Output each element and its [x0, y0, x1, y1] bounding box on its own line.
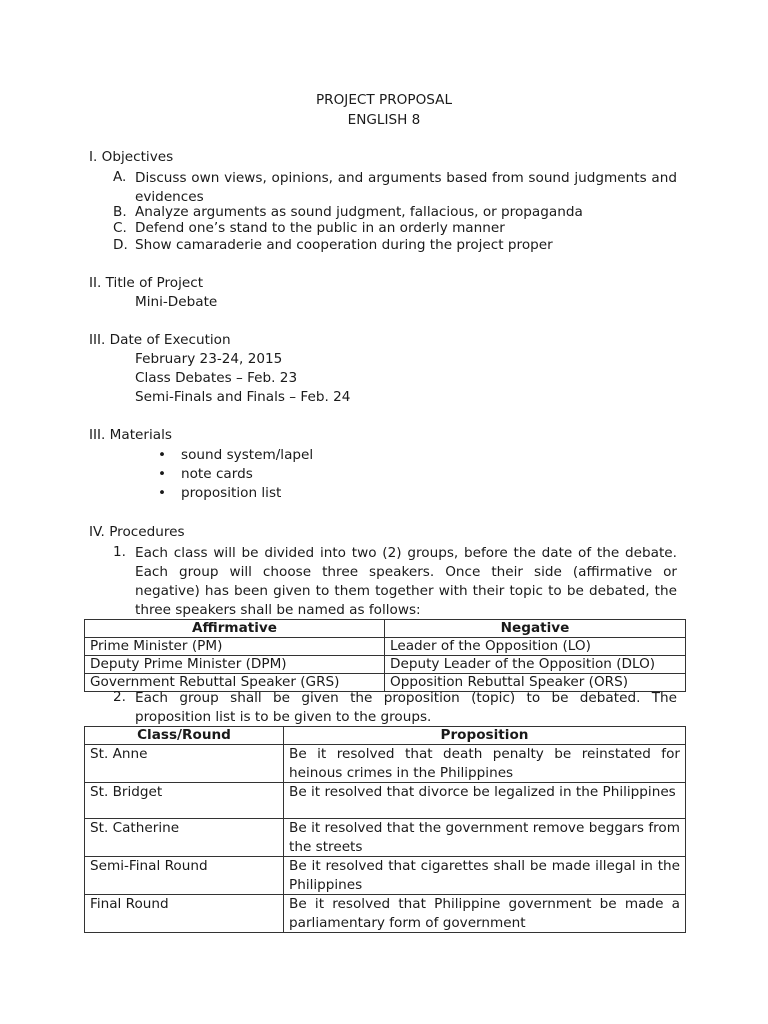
table-cell: Be it resolved that the government remove beggars from the streets	[284, 819, 686, 857]
table-row	[85, 895, 686, 933]
table-cell: Final Round	[85, 895, 284, 933]
table-row	[85, 638, 686, 656]
objective-letter: C.	[113, 220, 127, 236]
table-cell: Opposition Rebuttal Speaker (ORS)	[385, 674, 686, 692]
table-cell: Be it resolved that divorce be legalized in the Philippines	[284, 783, 686, 819]
project-title-value: Mini-Debate	[135, 294, 218, 310]
table-cell: Prime Minister (PM)	[85, 638, 385, 656]
procedure-step-text: Each class will be divided into two (2) groups, before the date of the debate. Each group will choose three speakers. Once their side (affirmative or negative) has been given to them together with their topic to be debated, the three speakers shall be named as follows:	[135, 545, 677, 618]
table-cell: Be it resolved that death penalty be reinstated for heinous crimes in the Philippines	[284, 745, 686, 783]
table-row	[85, 745, 686, 783]
table-header-cell: Proposition	[284, 727, 686, 745]
objectives-heading: I. Objectives	[89, 149, 174, 165]
document-subtitle: ENGLISH 8	[347, 112, 421, 128]
table-cell: Be it resolved that Philippine government be made a parliamentary form of government	[284, 895, 686, 933]
materials-item-text: sound system/lapel	[181, 447, 314, 463]
table-row	[85, 783, 686, 819]
table-cell: St. Bridget	[85, 783, 284, 819]
title-of-project-heading: II. Title of Project	[89, 275, 204, 291]
procedure-step-text: Each group shall be given the proposition (topic) to be debated. The proposition list is to be given to the groups.	[135, 690, 677, 725]
objective-letter: B.	[113, 204, 127, 220]
bullet-icon: •	[158, 485, 167, 501]
table-header-row	[85, 727, 686, 745]
table-cell: Semi-Final Round	[85, 857, 284, 895]
objective-text: Defend one’s stand to the public in an orderly manner	[135, 220, 505, 236]
procedure-step-number: 1.	[113, 544, 126, 560]
table-cell: Deputy Leader of the Opposition (DLO)	[385, 656, 686, 674]
materials-item-text: note cards	[181, 466, 253, 482]
table-header-cell: Affirmative	[85, 620, 385, 638]
table-cell: Be it resolved that cigarettes shall be made illegal in the Philippines	[284, 857, 686, 895]
bullet-icon: •	[158, 466, 167, 482]
procedures-heading: IV. Procedures	[89, 524, 185, 540]
table-row	[85, 656, 686, 674]
objective-text: Show camaraderie and cooperation during the project proper	[135, 237, 553, 253]
objective-letter: D.	[113, 237, 128, 253]
table-row	[85, 819, 686, 857]
table-cell: Leader of the Opposition (LO)	[385, 638, 686, 656]
bullet-icon: •	[158, 447, 167, 463]
table-cell: Government Rebuttal Speaker (GRS)	[85, 674, 385, 692]
materials-item-text: proposition list	[181, 485, 282, 501]
procedure-step-number: 2.	[113, 689, 126, 705]
execution-date-line: February 23-24, 2015	[135, 351, 283, 367]
proposition-table	[84, 726, 686, 933]
table-row	[85, 857, 686, 895]
materials-heading: III. Materials	[89, 427, 172, 443]
materials-item	[158, 447, 314, 463]
date-of-execution-heading: III. Date of Execution	[89, 332, 231, 348]
execution-date-line: Semi-Finals and Finals – Feb. 24	[135, 389, 351, 405]
table-cell: St. Catherine	[85, 819, 284, 857]
execution-date-line: Class Debates – Feb. 23	[135, 370, 298, 386]
materials-item	[158, 466, 253, 482]
table-header-cell: Class/Round	[85, 727, 284, 745]
speakers-table	[84, 619, 686, 692]
table-cell: Deputy Prime Minister (DPM)	[85, 656, 385, 674]
table-header-row	[85, 620, 686, 638]
table-cell: St. Anne	[85, 745, 284, 783]
objective-letter: A.	[113, 169, 127, 185]
objective-text: Discuss own views, opinions, and arguments based from sound judgments and evidences	[135, 170, 677, 205]
table-header-cell: Negative	[385, 620, 686, 638]
document-title: PROJECT PROPOSAL	[315, 92, 453, 108]
objective-text: Analyze arguments as sound judgment, fallacious, or propaganda	[135, 204, 583, 220]
materials-item	[158, 485, 282, 501]
